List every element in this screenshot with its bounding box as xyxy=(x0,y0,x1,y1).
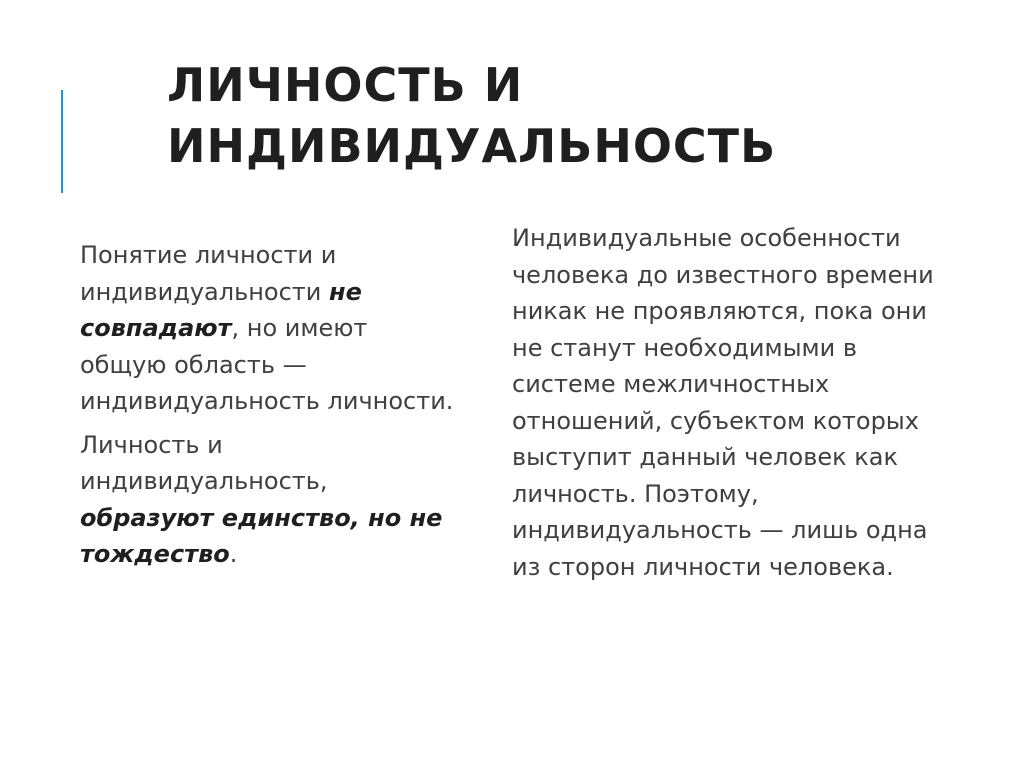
right-line-10: из сторон личности человека. xyxy=(512,552,894,581)
emphasis-sovpadayut: совпадают xyxy=(80,314,232,342)
right-line-5: системе межличностных xyxy=(512,370,830,398)
right-paragraph xyxy=(512,220,997,585)
emphasis-tozhdestvo: тождество xyxy=(80,540,230,568)
right-line-6: отношений, субъектом которых xyxy=(512,406,919,435)
right-line-4: не станут необходимыми в xyxy=(512,333,858,362)
right-line-9: индивидуальность — лишь одна xyxy=(512,516,928,544)
emphasis-ne: не xyxy=(329,277,362,306)
left-paragraph-1 xyxy=(80,237,500,420)
left-p1-line-3: , но имеют xyxy=(231,314,368,342)
slide-title xyxy=(167,55,987,177)
left-p1-line-4: общую область — xyxy=(80,350,307,379)
left-p1-line-2: индивидуальности xyxy=(80,277,329,306)
left-column xyxy=(80,237,500,573)
right-column xyxy=(512,220,997,585)
left-p2-line-1: Личность и xyxy=(80,430,223,459)
right-line-2: человека до известного времени xyxy=(512,260,934,289)
slide-title-line-2: ИНДИВИДУАЛЬНОСТЬ xyxy=(167,119,777,173)
accent-bar xyxy=(61,90,63,193)
right-line-1: Индивидуальные особенности xyxy=(512,224,901,252)
left-p1-line-5: индивидуальность личности. xyxy=(80,387,454,415)
right-line-8: личность. Поэтому, xyxy=(512,479,759,508)
right-line-7: выступит данный человек как xyxy=(512,443,898,471)
emphasis-edinstvo: образуют единство, но не xyxy=(80,503,443,532)
left-p2-period: . xyxy=(229,540,238,568)
left-p2-line-2: индивидуальность, xyxy=(80,467,328,495)
right-line-3: никак не проявляются, пока они xyxy=(512,297,927,325)
left-p1-line-1: Понятие личности и xyxy=(80,241,337,269)
left-paragraph-2 xyxy=(80,427,500,573)
slide-title-line-1: ЛИЧНОСТЬ И xyxy=(167,58,524,112)
